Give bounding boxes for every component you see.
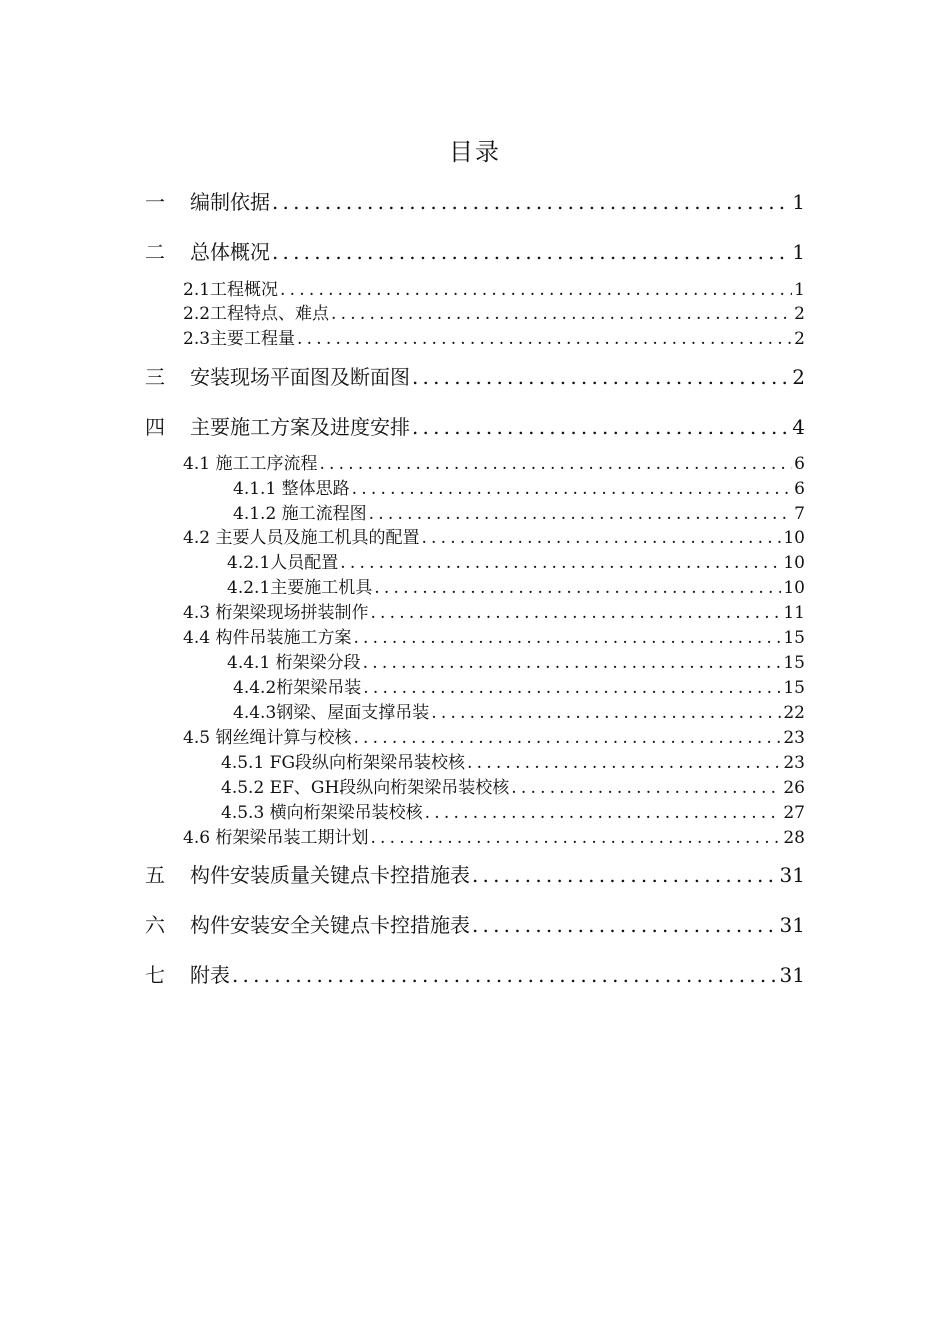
toc-leader-dots <box>425 803 782 823</box>
toc-entry[interactable] <box>183 598 805 623</box>
toc-leader-dots <box>353 728 781 748</box>
toc-entry-page: 31 <box>779 963 805 987</box>
toc-entry-text: 4.4 构件吊装施工方案 <box>183 628 352 648</box>
toc-entry-number: 六 <box>145 913 165 937</box>
toc-entry-text: 构件安装质量关键点卡控措施表 <box>190 863 470 887</box>
toc-leader-dots <box>340 553 781 573</box>
toc-entry-text: 4.4.1 桁架梁分段 <box>227 653 361 673</box>
toc-entry[interactable] <box>145 859 805 885</box>
toc-entry-text: 4.5 钢丝绳计算与校核 <box>183 728 352 748</box>
toc-entry-text: 4.5.1 FG段纵向桁架梁吊装校核 <box>221 753 466 773</box>
toc-leader-dots <box>412 365 790 389</box>
toc-leader-dots <box>232 963 778 987</box>
toc-entry-text: 4.5.2 EF、GH段纵向桁架梁吊装校核 <box>221 778 510 798</box>
toc-entry-number: 一 <box>145 190 165 214</box>
toc-leader-dots <box>272 190 790 214</box>
toc-entry-page: 31 <box>779 863 805 887</box>
toc-leader-dots <box>363 653 782 673</box>
toc-entry[interactable] <box>233 499 805 524</box>
toc-leader-dots <box>467 753 781 773</box>
toc-entry[interactable] <box>183 275 805 300</box>
toc-entry[interactable] <box>145 909 805 935</box>
toc-entry[interactable] <box>183 723 805 748</box>
toc-entry-page: 26 <box>783 778 805 798</box>
toc-entry-text: 4.2.1主要施工机具 <box>227 578 373 598</box>
toc-leader-dots <box>370 603 781 623</box>
toc-entry[interactable] <box>145 411 805 437</box>
toc-leader-dots <box>431 703 781 723</box>
toc-entry-page: 15 <box>783 678 805 698</box>
toc-entry-text: 4.4.3钢梁、屋面支撑吊装 <box>233 703 430 723</box>
toc-entry-page: 6 <box>794 479 805 499</box>
toc-entry-text: 附表 <box>190 963 230 987</box>
toc-entry-text: 4.6 桁架梁吊装工期计划 <box>183 828 369 848</box>
toc-entry[interactable] <box>183 324 805 349</box>
toc-entry-page: 27 <box>783 803 805 823</box>
toc-entry-page: 1 <box>792 190 805 214</box>
toc-leader-dots <box>370 828 781 848</box>
toc-entry-page: 4 <box>792 415 805 439</box>
toc-entry-text: 主要施工方案及进度安排 <box>190 415 410 439</box>
toc-entry-page: 10 <box>783 528 805 548</box>
toc-entry-text: 2.3主要工程量 <box>183 329 296 349</box>
toc-entry-number: 二 <box>145 240 165 264</box>
toc-entry-page: 10 <box>783 553 805 573</box>
toc-entry[interactable] <box>221 773 805 798</box>
toc-entry[interactable] <box>145 186 805 212</box>
toc-entry-page: 22 <box>783 703 805 723</box>
toc-leader-dots <box>280 280 792 300</box>
toc-entry[interactable] <box>145 236 805 262</box>
page-title: 目录 <box>449 138 501 166</box>
toc-entry[interactable] <box>227 573 805 598</box>
toc-leader-dots <box>472 863 778 887</box>
toc-leader-dots <box>421 528 781 548</box>
toc-entry-text: 4.3 桁架梁现场拼装制作 <box>183 603 369 623</box>
toc-leader-dots <box>272 240 790 264</box>
toc-entry[interactable] <box>145 959 805 985</box>
toc-entry[interactable] <box>183 523 805 548</box>
toc-entry-page: 6 <box>794 454 805 474</box>
toc-entry-page: 28 <box>783 828 805 848</box>
toc-leader-dots <box>331 304 792 324</box>
toc-entry-text: 安装现场平面图及断面图 <box>190 365 410 389</box>
toc-leader-dots <box>511 778 781 798</box>
toc-entry-text: 总体概况 <box>190 240 270 264</box>
toc-leader-dots <box>363 678 781 698</box>
toc-entry-number: 五 <box>145 863 165 887</box>
toc-entry[interactable] <box>233 698 805 723</box>
toc-entry-page: 23 <box>783 753 805 773</box>
toc-entry-text: 4.5.3 横向桁架梁吊装校核 <box>221 803 423 823</box>
toc-entry[interactable] <box>227 648 805 673</box>
toc-entry-page: 11 <box>783 603 805 623</box>
toc-entry-text: 2.2工程特点、难点 <box>183 304 330 324</box>
toc-entry[interactable] <box>221 748 805 773</box>
toc-entry-page: 31 <box>779 913 805 937</box>
toc-entry-text: 4.2.1人员配置 <box>227 553 339 573</box>
toc-entry-text: 4.4.2桁架梁吊装 <box>233 678 362 698</box>
toc-entry[interactable] <box>227 548 805 573</box>
toc-leader-dots <box>472 913 778 937</box>
toc-leader-dots <box>369 504 793 524</box>
toc-entry-number: 三 <box>145 365 165 389</box>
toc-entry-page: 1 <box>794 280 805 300</box>
toc-entry[interactable] <box>183 299 805 324</box>
toc-leader-dots <box>297 329 792 349</box>
toc-entry[interactable] <box>221 798 805 823</box>
toc-entry-page: 23 <box>783 728 805 748</box>
toc-entry-text: 4.1 施工工序流程 <box>183 454 318 474</box>
toc-entry-page: 2 <box>794 304 805 324</box>
toc-leader-dots <box>374 578 781 598</box>
toc-entry-number: 七 <box>145 963 165 987</box>
toc-entry-text: 4.2 主要人员及施工机具的配置 <box>183 528 420 548</box>
toc-entry-text: 编制依据 <box>190 190 270 214</box>
toc-entry-page: 15 <box>783 653 805 673</box>
toc-entry-text: 4.1.1 整体思路 <box>233 479 350 499</box>
toc-leader-dots <box>353 628 781 648</box>
toc-entry[interactable] <box>145 361 805 387</box>
toc-entry[interactable] <box>233 474 805 499</box>
toc-leader-dots <box>319 454 792 474</box>
toc-entry-page: 2 <box>794 329 805 349</box>
toc-entry-page: 2 <box>792 365 805 389</box>
toc-entry-text: 4.1.2 施工流程图 <box>233 504 367 524</box>
toc-entry-text: 2.1工程概况 <box>183 280 279 300</box>
toc-entry-number: 四 <box>145 415 165 439</box>
toc-entry[interactable] <box>183 823 805 848</box>
toc-entry-page: 15 <box>783 628 805 648</box>
toc-entry-page: 1 <box>792 240 805 264</box>
toc-entry-page: 10 <box>783 578 805 598</box>
toc-entry-text: 构件安装安全关键点卡控措施表 <box>190 913 470 937</box>
toc-entry[interactable] <box>233 673 805 698</box>
toc-leader-dots <box>352 479 793 499</box>
toc-entry-page: 7 <box>794 504 805 524</box>
toc-entry[interactable] <box>183 449 805 474</box>
toc-leader-dots <box>412 415 790 439</box>
toc-entry[interactable] <box>183 623 805 648</box>
